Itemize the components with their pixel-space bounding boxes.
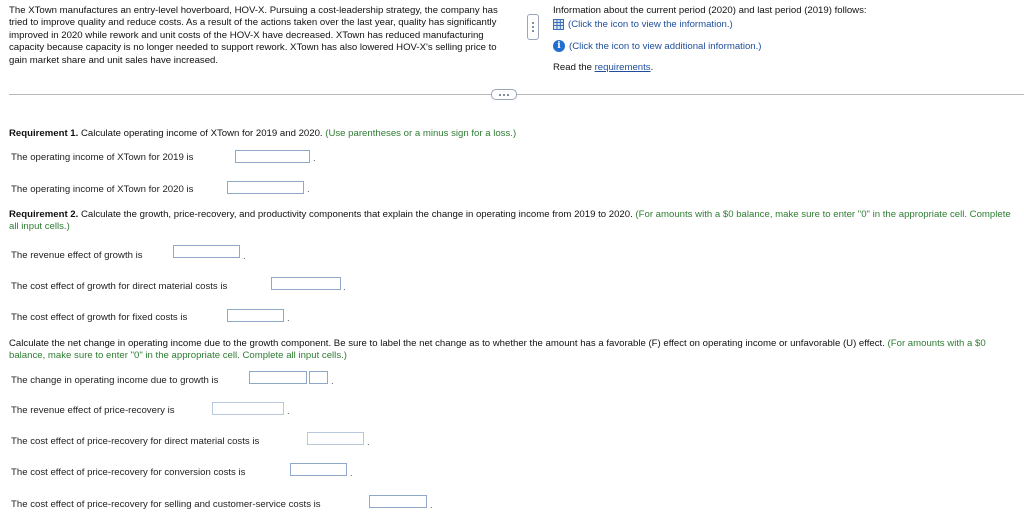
change-operating-income-growth-label: The change in operating income due to growth is bbox=[11, 375, 219, 386]
revenue-effect-growth-input[interactable] bbox=[173, 245, 240, 258]
cost-effect-price-recovery-dm-input[interactable] bbox=[307, 432, 364, 445]
divider-expand-handle[interactable] bbox=[491, 89, 517, 100]
requirement-2-heading: Requirement 2. Calculate the growth, price-recovery, and productivity components that explain the change in operating income from 2019 to 2020. (For amounts with a $0 balance, make sure to enter "0" in the appropriate cell. Complete all input cells.) bbox=[9, 209, 1011, 233]
cost-effect-growth-dm-input[interactable] bbox=[271, 277, 341, 290]
info-table-row[interactable] bbox=[553, 19, 733, 30]
table-icon[interactable] bbox=[553, 19, 564, 30]
favorable-unfavorable-select[interactable] bbox=[309, 371, 328, 384]
cost-effect-growth-fixed-label: The cost effect of growth for fixed costs is bbox=[11, 312, 188, 323]
panel-resize-handle[interactable] bbox=[527, 14, 539, 40]
requirements-link[interactable]: requirements bbox=[594, 62, 651, 73]
change-operating-income-growth-input[interactable] bbox=[249, 371, 307, 384]
cost-effect-price-recovery-selling-input[interactable] bbox=[369, 495, 427, 508]
revenue-effect-price-recovery-input[interactable] bbox=[212, 402, 284, 415]
operating-income-2019-input[interactable] bbox=[235, 150, 310, 163]
info-heading: Information about the current period (2020) and last period (2019) follows: bbox=[553, 5, 867, 16]
cost-effect-price-recovery-dm-label: The cost effect of price-recovery for direct material costs is bbox=[11, 436, 260, 447]
cost-effect-price-recovery-selling-label: The cost effect of price-recovery for selling and customer-service costs is bbox=[11, 499, 321, 510]
operating-income-2020-input[interactable] bbox=[227, 181, 304, 194]
revenue-effect-price-recovery-label: The revenue effect of price-recovery is bbox=[11, 405, 175, 416]
problem-intro: The XTown manufactures an entry-level hoverboard, HOV-X. Pursuing a cost-leadership strategy, the company has tried to improve quality and reduce costs. As a result of the actions taken over the last year, quality has significantly improved in 2020 while rework and unit costs of the HOV-X have decreased. XTown has reduced manufacturing capacity because capacity is no longer needed to support rework. XTown has also lowered HOV-X's selling price to gain market share and unit sales have increased. bbox=[9, 5, 498, 66]
cost-effect-price-recovery-conversion-label: The cost effect of price-recovery for conversion costs is bbox=[11, 467, 246, 478]
cost-effect-price-recovery-conversion-input[interactable] bbox=[290, 463, 347, 476]
read-requirements-line: Read the requirements. bbox=[553, 62, 654, 73]
view-information-link[interactable]: (Click the icon to view the information.) bbox=[568, 19, 733, 30]
operating-income-2020-label: The operating income of XTown for 2020 is bbox=[11, 184, 194, 195]
cost-effect-growth-fixed-input[interactable] bbox=[227, 309, 284, 322]
info-additional-row[interactable] bbox=[553, 40, 762, 52]
info-icon[interactable]: i bbox=[553, 40, 565, 52]
view-additional-information-link[interactable]: (Click the icon to view additional information.) bbox=[569, 40, 762, 52]
net-change-instructions: Calculate the net change in operating income due to the growth component. Be sure to label the net change as to whether the amount has a favorable (F) effect on operating income or unfavorable (U) effect. (For amounts with a $0 balance, make sure to enter "0" in the appropriate cell. Complete all input cells.) bbox=[9, 338, 986, 362]
revenue-effect-growth-label: The revenue effect of growth is bbox=[11, 250, 143, 261]
requirement-1-heading: Requirement 1. Calculate operating income of XTown for 2019 and 2020. (Use parentheses or a minus sign for a loss.) bbox=[9, 128, 517, 139]
operating-income-2019-label: The operating income of XTown for 2019 is bbox=[11, 152, 194, 163]
cost-effect-growth-dm-label: The cost effect of growth for direct material costs is bbox=[11, 281, 228, 292]
